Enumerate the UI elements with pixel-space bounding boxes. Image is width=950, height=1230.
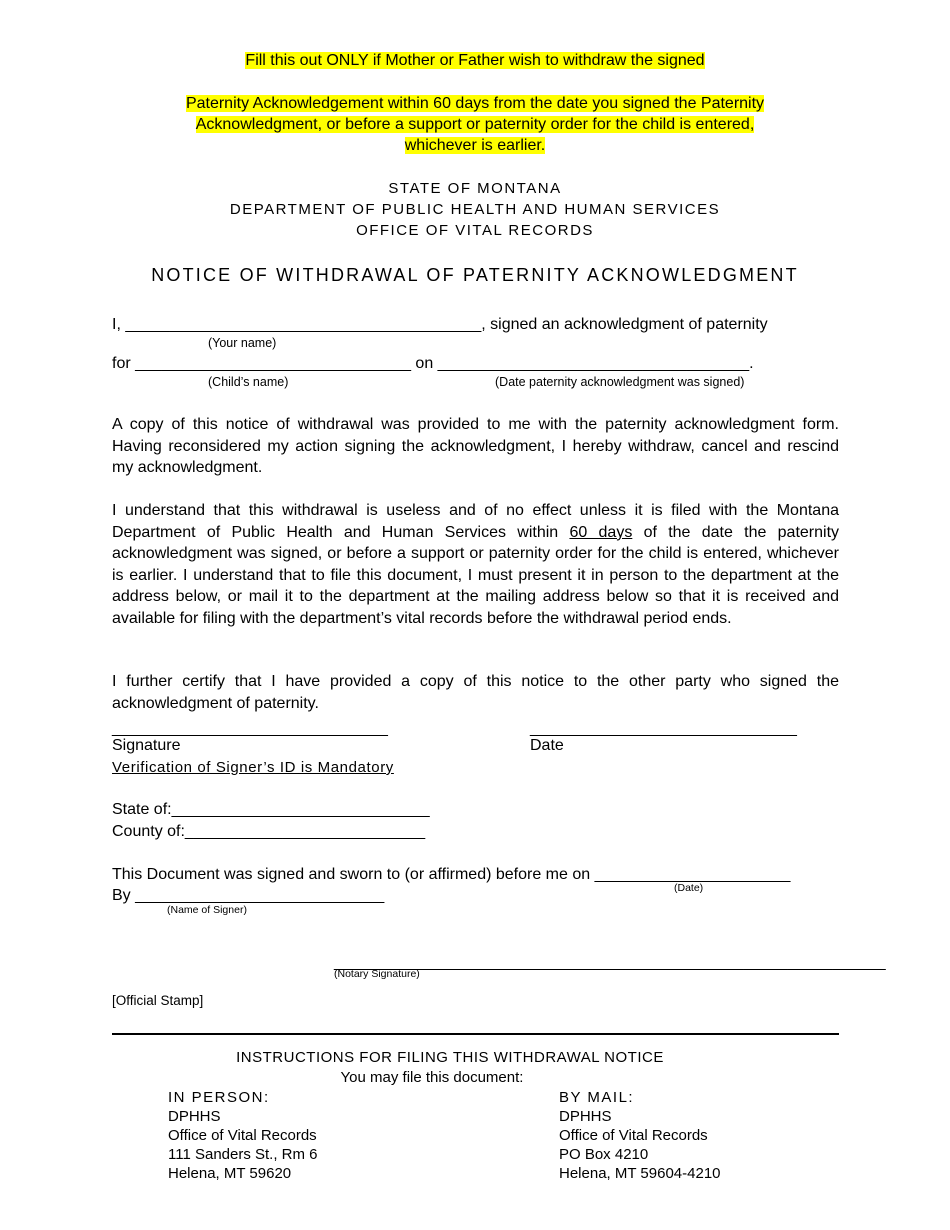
banner-line-3: Acknowledgment, or before a support or paternity order for the child is entered, <box>195 116 755 133</box>
by-mail-line-4: Helena, MT 59604-4210 <box>559 1165 721 1182</box>
in-person-label: IN PERSON: <box>168 1089 270 1106</box>
banner-line-1: Fill this out ONLY if Mother or Father wish to withdraw the signed <box>245 52 705 69</box>
in-person-line-4: Helena, MT 59620 <box>168 1165 292 1182</box>
state-of-line: State of:_____________________________ <box>112 801 430 818</box>
date-line: ______________________________ <box>530 720 797 737</box>
by-mail-label: BY MAIL: <box>559 1089 635 1106</box>
in-person-line-1: DPHHS <box>168 1108 221 1125</box>
sworn-statement: This Document was signed and sworn to (or affirmed) before me on ______________________ <box>112 866 791 883</box>
verification-note: Verification of Signer’s ID is Mandatory <box>112 759 394 776</box>
banner-block <box>0 93 950 156</box>
page-title: NOTICE OF WITHDRAWAL OF PATERNITY ACKNOWLEDGMENT <box>151 265 799 285</box>
paragraph-copy-provided: A copy of this notice of withdrawal was provided to me with the paternity acknowledgment form. Having reconsidered my action signing the acknowledgment, I hereby withdraw, cancel and rescind my acknowledgment. <box>112 416 839 476</box>
sworn-date-caption: (Date) <box>674 882 704 894</box>
sixty-days-text: 60 days <box>569 523 633 541</box>
by-signer-line: By ____________________________ <box>112 887 385 904</box>
in-person-line-2: Office of Vital Records <box>168 1127 317 1144</box>
by-mail-line-1: DPHHS <box>559 1108 612 1125</box>
instructions-subheading: You may file this document: <box>340 1069 524 1086</box>
notary-signature-line: ______________________________________________________________ <box>334 954 886 971</box>
date-label: Date <box>530 737 564 754</box>
in-person-line-3: 111 Sanders St., Rm 6 <box>168 1146 318 1163</box>
banner-line-4: whichever is earlier. <box>404 137 546 154</box>
section-divider <box>112 1033 839 1035</box>
your-name-caption: (Your name) <box>208 336 277 350</box>
childs-name-caption: (Child’s name) <box>208 375 289 389</box>
official-stamp-label: [Official Stamp] <box>112 993 204 1008</box>
agency-header <box>0 179 950 240</box>
notary-signature-caption: (Notary Signature) <box>334 968 420 980</box>
child-date-line: for _______________________________ on ___________________________________. <box>112 355 754 372</box>
by-mail-address <box>559 1088 721 1183</box>
paragraph-withdrawal-terms-part-1: I understand that this withdrawal is useless and of no effect unless it is filed with the Montana Department of Public Health and Human Services within <box>112 502 839 541</box>
date-signed-caption: (Date paternity acknowledgment was signed) <box>495 375 745 389</box>
agency-state: STATE OF MONTANA <box>388 180 562 197</box>
by-mail-line-2: Office of Vital Records <box>559 1127 708 1144</box>
banner-line-1-wrap <box>0 50 950 71</box>
by-mail-line-3: PO Box 4210 <box>559 1146 649 1163</box>
banner-line-2: Paternity Acknowledgement within 60 days from the date you signed the Paternity <box>185 95 765 112</box>
paragraph-withdrawal-terms <box>112 500 839 629</box>
name-line: I, ________________________________________, signed an acknowledgment of paternity <box>112 316 768 333</box>
in-person-address <box>168 1088 318 1183</box>
county-of-line: County of:___________________________ <box>112 823 426 840</box>
instructions-heading: INSTRUCTIONS FOR FILING THIS WITHDRAWAL NOTICE <box>236 1049 664 1066</box>
signature-line: _______________________________ <box>112 720 388 737</box>
agency-department: DEPARTMENT OF PUBLIC HEALTH AND HUMAN SERVICES <box>229 201 721 218</box>
signature-label: Signature <box>112 737 181 754</box>
name-of-signer-caption: (Name of Signer) <box>167 904 247 916</box>
agency-office: OFFICE OF VITAL RECORDS <box>356 222 594 239</box>
paragraph-withdrawal-terms-part-2: of the date the paternity acknowledgment was signed, or before a support or paternity order for the child is entered, whichever is earlier. I understand that to file this document, I must present it in person to the department at the address below, or mail it to the department at the mailing address below so that it is received and available for filing with the department’s vital records before the withdrawal period ends. <box>112 523 840 627</box>
paragraph-certify: I further certify that I have provided a copy of this notice to the other party who signed the acknowledgment of paternity. <box>112 673 839 712</box>
